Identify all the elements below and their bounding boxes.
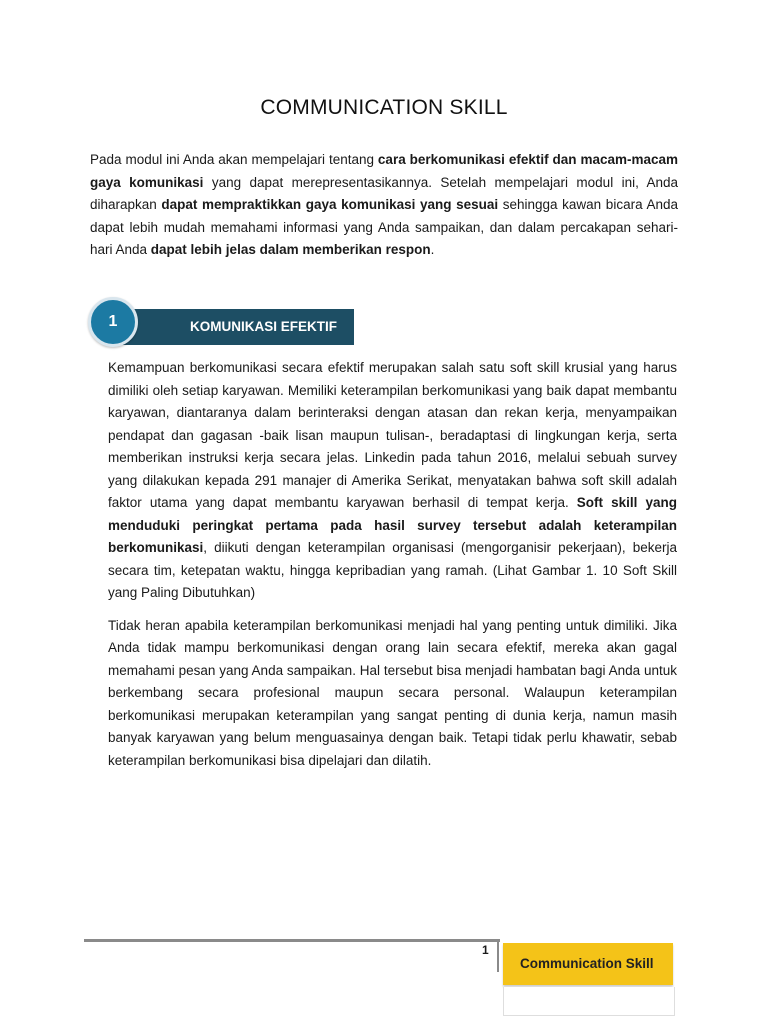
page-title: COMMUNICATION SKILL [260, 96, 508, 119]
section-title: KOMUNIKASI EFEKTIF [190, 319, 337, 334]
intro-text-4: . [430, 242, 435, 257]
intro-text-3: sehingga kawan bicara Anda dapat lebih mudah memahami informasi yang Anda sampaikan, dan dalam percakapan sehari-hari Anda [90, 197, 678, 257]
section-number-badge: 1 [88, 297, 138, 347]
intro-text-1: Pada modul ini Anda akan mempelajari tentang [90, 152, 378, 167]
body-paragraph-1-bold: Soft skill yang menduduki peringkat pertama pada hasil survey tersebut adalah keterampilan berkomunikasi [108, 495, 677, 555]
body-paragraph-2: Tidak heran apabila keterampilan berkomunikasi menjadi hal yang penting untuk dimiliki. Jika Anda tidak mampu berkomunikasi dengan orang lain secara efektif, mereka akan gagal memahami pesan yang Anda sampaikan. Hal tersebut bisa menjadi hambatan bagi Anda untuk berkembang secara profesional maupun secara personal. Walaupun keterampilan berkomunikasi merupakan keterampilan yang sangat penting di dunia kerja, namun masih banyak karyawan yang belum menguasainya dengan baik. Tetapi tidak perlu khawatir, sebab keterampilan berkomunikasi bisa dipelajari dan dilatih. [108, 617, 677, 768]
footer-badge [503, 943, 673, 985]
section-body [108, 357, 677, 782]
intro-paragraph [90, 149, 678, 262]
intro-text-2: yang dapat merepresentasikannya. Setelah mempelajari modul ini, Anda diharapkan [90, 174, 678, 212]
section-title-bar [110, 309, 354, 345]
intro-bold-1: cara berkomunikasi efektif dan macam-macam gaya komunikasi [90, 152, 679, 190]
intro-bold-3: dapat lebih jelas dalam memberikan respon [150, 242, 431, 257]
body-paragraph-1 [108, 357, 677, 605]
footer-badge-label: Communication Skill [520, 956, 654, 971]
section-header [88, 297, 358, 349]
body-paragraph-1-text-2: , diikuti dengan keterampilan organisasi (mengorganisir pekerjaan), bekerja secara tim, ketepatan waktu, hingga kepribadian yang ramah. (Lihat Gambar 1. 10 Soft Skill yang Paling Dibutuhkan) [108, 540, 677, 600]
body-paragraph-1-text-1: Kemampuan berkomunikasi secara efektif merupakan salah satu soft skill krusial yang harus dimiliki oleh setiap karyawan. Memiliki keterampilan berkomunikasi yang baik dapat membantu karyawan, diantaranya dalam berinteraksi dengan atasan dan rekan kerja, menyampaikan pendapat dan gagasan -baik lisan maupun tulisan-, beradaptasi di lingkungan kerja, serta memberikan instruksi kerja secara jelas. Linkedin pada tahun 2016, melalui sebuah survey yang dilakukan kepada 291 manajer di Amerika Serikat, menyatakan bahwa soft skill adalah faktor utama yang dapat membantu karyawan berhasil di tempat kerja. [108, 360, 677, 510]
footer-divider [497, 940, 499, 972]
page-number: 1 [482, 943, 489, 957]
footer-rule [84, 939, 500, 942]
footer-badge-frame [503, 987, 675, 1016]
intro-bold-2: dapat mempraktikkan gaya komunikasi yang sesuai [161, 197, 499, 212]
